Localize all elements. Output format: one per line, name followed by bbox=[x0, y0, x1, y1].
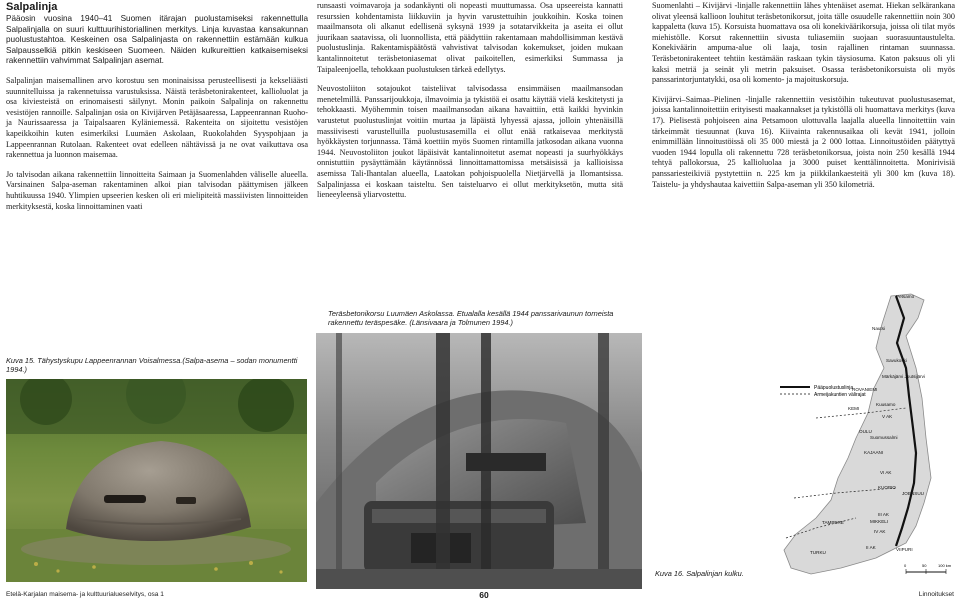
scale-label: 50 bbox=[922, 563, 927, 568]
map-label: TURKU bbox=[810, 550, 826, 555]
observation-dome-photo bbox=[6, 379, 307, 582]
map-label: VI AK bbox=[880, 470, 892, 475]
map-label: V AK bbox=[882, 414, 893, 419]
legend-army-boundary: Armeijakuntien välirajat bbox=[814, 392, 866, 398]
map-label: Savukoski bbox=[886, 358, 907, 363]
map-label: TAMPERE bbox=[822, 520, 844, 525]
salpa-line-map bbox=[756, 288, 956, 584]
figure-16-caption: Kuva 16. Salpalinjan kulku. bbox=[655, 569, 744, 578]
map-label: II AK bbox=[866, 545, 876, 550]
column-1 bbox=[6, 14, 308, 221]
map-label: IV AK bbox=[874, 529, 886, 534]
bunker-photo-caption: Teräsbetonikorsu Luumäen Askolassa. Etualalla kesällä 1944 panssarivaunun torneista rakennettu teräspesäke. (Länsivaara ja Tolmunen 1994.) bbox=[328, 309, 614, 327]
paragraph: Neuvostoliiton sotajoukot taisteliivat talvisodassa ensimmäisen maailmansodan menetelmillä. Panssarijoukkoja, ilmavoimia ja tykistöä ei osattu käyttää vielä keskitetysti ja tehokkaasti. Myöhemmin toisen maailmansodan aikana havaittiin, että kaikki hyvinkin varustetut puolustuslinjat voitiin murtaa ja läpäistä lyhyessä ajassa, jolloin yhtenäisillä massiivisesti varustelluilla puolustusasemilla ei ollut enää ratkaisevaa merkitystä hyökkäysten torjunnassa. Tämä koettiin myös Suomen rintamilla jatkosodan aikana vuonna 1944. Neuvostoliiton joukot läpäisivät kantalinnoitetut asemat nopeasti ja suurhyökkäys onnistuttiin pysäyttämään käytännössä linnoittamattomissa metsäisissä ja kallioisissa asemissa Tali-Ihantalan alueella, Laatokan pohjoispuolella Nietjärvellä ja Ilomantsissa. Salpalinjassa ei koskaan taisteltu. Sen taisteluarvo ei ollut merkityksetön, mutta sitä lieneeyleensä yliarvostettu. bbox=[317, 84, 623, 200]
map-label: Suomussalmi bbox=[870, 435, 898, 440]
figure-15-caption: Kuva 15. Tähystyskupu Lappeenrannan Voisalmessa.(Salpa-asema – sodan monumentti 1994.) bbox=[6, 356, 298, 374]
lead-paragraph: Pääosin vuosina 1940–41 Suomen itärajan puolustamiseksi rakennettulla Salpalinjalla on suuri kulttuurihistoriallinen merkitys. Linja kuvastaa kansakunnan puolustustahtoa. Keskeinen osa Salpalinjasta on rakennettiin estämään kulkua Salpausselkiä pitkin keskiseen Suomeen. Näiden kulkureittien katkaisemiseksi rakennettiin vahvimmat Salpalinjan asemat. bbox=[6, 14, 308, 66]
page-title: Salpalinja bbox=[6, 1, 58, 13]
map-label: Petsamo bbox=[896, 294, 915, 299]
map-label: Nautsi bbox=[872, 326, 886, 331]
map-label: VIIPURI bbox=[896, 547, 913, 552]
column-2 bbox=[317, 1, 623, 210]
map-label: MIKKELI bbox=[870, 519, 889, 524]
footer-left: Etelä-Karjalan maisema- ja kulttuurialueselvitys, osa 1 bbox=[6, 591, 164, 598]
map-label: KUOPIO bbox=[878, 485, 896, 490]
map-label: ROVANIEMI bbox=[852, 387, 878, 392]
scale-label: 0 bbox=[904, 563, 907, 568]
scale-bar bbox=[904, 563, 952, 574]
paragraph: Kivijärvi–Saimaa–Pielinen -linjalle rakennettiin vesistöihin tukeutuvat puolustusasemat, joissa kantalinnoitettiin erityisesti maakannakset ja tykistöllä oli huomattava merkitys (kuva 17). Pielisestä pohjoiseen aina Petsamoon ulottuvalla laajalla alueella linnoitettiin vain tärkeimmät tiesuunnat (kuva 16). Kiivainta rakennusaikaa oli kevät 1941, jolloin enimmillään linnoitustöissä oli 35 000 miestä ja 2 000 lottaa. Linnoitustöiden päätyttyä vuoden 1944 lopulla oli rakennettu 728 teräsbetonikorsua, joista noin 250 kesällä 1944 tehtyä pallokorsua, 25 kallioluolaa ja 3000 puiset kenttälinnoitetta. Monirivisiä panssariesteikiviä pystytettiin n. 225 km ja piikkilankaesteitä yli 300 km (kuva 18). Taistelu- ja yhdyshautaa kaivettiin Salpa-aseman yli 350 kilometriä. bbox=[652, 94, 955, 189]
footer-right: Linnoitukset bbox=[918, 591, 954, 598]
scale-label: 100 km bbox=[938, 563, 952, 568]
bunker-photo bbox=[316, 333, 642, 589]
paragraph: Suomenlahti – Kivijärvi -linjalle rakennettiin lähes yhtenäiset asemat. Hiekan selkärankana olivat yleensä kallioon louhitut teräsbetonikorsut, joita tälle osuudelle rakennettiin noin 300 kappaletta (kuva 15). Korsuista huomattava osa oli konekiväärikorsuja, joissa oli tilat myös miehistölle. Korsut rakennettiin sivusta tuliasemiin suojaan suorasuuntaustulelta. Konekiväärin ampuma-alue oli laaja, tosin rajallinen rintaman suunnassa. Teräsbetonirakenteet tehtiin kestämään raskaan tykin täysiosuma. Katon paksuus oli yli kaksi metriä ja seinät yli metrin paksuiset. Osassa teräsbetonikorsuista oli myös panssarintorjuntatykki, osa oli komento- ja majoituskorsuja. bbox=[652, 1, 955, 85]
legend-main-line: Pääpuolustuslinja bbox=[814, 385, 854, 391]
map-label: KAJAANI bbox=[864, 450, 884, 455]
page-number: 60 bbox=[479, 590, 489, 600]
map-label: JOENSUU bbox=[902, 491, 924, 496]
paragraph: runsaasti voimavaroja ja sodankäynti oli nopeasti muuttumassa. Osa upseereista kannatti resurssien kohdentamista liikkuviin ja hyvin varustettuihin joukkoihin. Koska toinen maailmansota oli alkanut edellisenä syksynä 1939 ja sotatarvikkeita ja aseita ei ollut juurikaan saatavissa, oli luonnollista, että päädyttiin rakentamaan mahdollisimman kestävä puolustuslinja. Rakentamispäätöstä vahvistivat talvisodan kokemukset, joiden mukaan kantalinnoitetut teräsbetoniasemat olivat paikoitellen, esimerkiksi Summassa ja Taipaleenjoella, tehokkaan puolustuksen tärkeä edellytys. bbox=[317, 1, 623, 74]
map-label: Märkäjärvi Joutsijärvi bbox=[882, 374, 925, 379]
map-label: OULU bbox=[859, 429, 872, 434]
paragraph: Jo talvisodan aikana rakennettiin linnoitteita Saimaan ja Suomenlahden väliselle alueella. Varsinainen Salpa-aseman rakentaminen alkoi pian talvisodan päättymisen jälkeen huhtikuussa 1940. Ylimpien upseerien kesken oli eri mielipiteitä massiivisten linnoitteiden merkityksestä, koska linnoittaminen vaati bbox=[6, 169, 308, 211]
map-label: III AK bbox=[878, 512, 889, 517]
map-label: Kuusamo bbox=[876, 402, 896, 407]
column-3 bbox=[652, 1, 955, 199]
map-label: KEMI bbox=[848, 406, 860, 411]
paragraph: Salpalinjan maisemallinen arvo korostuu sen moninaisissa perusteellisesti ja kekseliäästi suunnitelluissa ja rakennetuissa varustuksissa. Näistä teräsbetonirakenteet, kallioluolat ja osa kiviesteistä on erinomaisesti säilynyt. Monin paikoin Salpalinja on rakennettu vesistöjen rannoille. Salpalinjan osia on Kivijärven Petäjäsaaressa, Lappeenrannan Ruoho- ja Naurissaaressa ja Taipalsaaren Kyläniemessä. Rakenteita on sijoitettu vesistöjen kapeikkoihin kuten esimerkiksi Luumäen Askolaan, Ruokolahden Syyspohjaan ja Lappeenrannan Rutolaan. Rakenteet ovat edelleen nähtävissä ja ne ovat vaikuttava osa rakennettua ja luonnon maisemaa. bbox=[6, 75, 308, 160]
